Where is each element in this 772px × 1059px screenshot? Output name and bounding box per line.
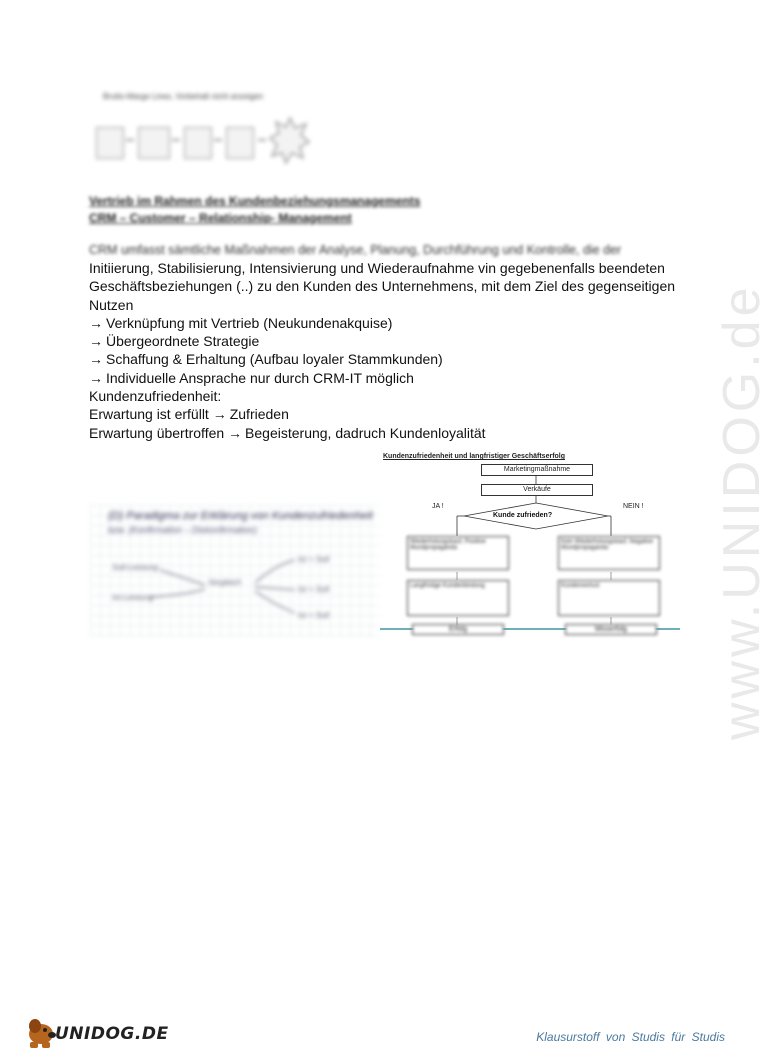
watermark: www.UNIDOG.de <box>713 283 771 740</box>
bullet-item <box>89 369 689 387</box>
bullet-text: Individuelle Ansprache nur durch CRM-IT möglich <box>106 369 414 386</box>
handwritten-arrows <box>90 505 380 637</box>
bullet-item <box>89 314 689 332</box>
bullet-text: Schaffung & Erhaltung (Aufbau loyaler Stammkunden) <box>106 351 443 368</box>
arrow-icon: → <box>212 406 227 423</box>
top-diagram-caption: Brutto-Marge Lines, Vorbehalt nicht anzeigen <box>103 92 264 101</box>
process-box <box>138 127 170 159</box>
handwritten-node: Soll-Leistung <box>112 563 159 572</box>
unidog-logo <box>25 1012 175 1050</box>
handwritten-node: Ist-Leistung <box>112 593 154 602</box>
handwritten-node: Vergleich <box>208 578 242 587</box>
result-text: Zufrieden <box>229 406 289 423</box>
handwritten-note <box>90 505 380 637</box>
handwritten-title: (D) Paradigma zur Erklärung von Kundenzufriedenheit <box>108 510 373 522</box>
footer-slogan: Klausurstoff von Studis für Studis <box>536 1030 725 1044</box>
starburst-shape <box>270 116 310 166</box>
flowchart-title: Kundenzufriedenheit und langfristiger Geschäftserfolg <box>383 453 566 460</box>
process-arrow <box>126 139 134 141</box>
body-line-2: Geschäftsbeziehungen (..) zu den Kunden des Unternehmens, mit dem Ziel des gegenseitigen <box>89 278 676 295</box>
flowchart-box-marketing: Marketingmaßnahme <box>481 464 593 476</box>
handwritten-node: Ist < Soll <box>298 611 329 620</box>
process-arrow <box>258 139 266 141</box>
result-text: Begeisterung, dadruch Kundenloyalität <box>245 424 486 441</box>
process-arrow <box>172 139 180 141</box>
satisfaction-flowchart <box>380 450 680 640</box>
flowchart-result-right: Misserfolg <box>565 624 657 635</box>
flowchart-box-sales: Verkäufe <box>481 484 593 496</box>
expectation-text: Erwartung ist erfüllt <box>89 406 209 423</box>
flowchart-no-label: NEIN ! <box>623 503 644 510</box>
arrow-icon: → <box>89 351 103 368</box>
arrow-icon: → <box>228 424 243 441</box>
flowchart-box-left-1: Wiederholungskauf, Positive Mundpropaganda <box>407 536 509 570</box>
body-text <box>89 259 689 442</box>
section-heading <box>89 193 420 227</box>
bullet-item <box>89 350 689 368</box>
blurred-body-line: CRM umfasst sämtliche Maßnahmen der Analyse, Planung, Durchführung und Kontrolle, die der <box>89 243 622 257</box>
bullet-text: Übergeordnete Strategie <box>106 333 260 350</box>
process-box <box>226 127 254 159</box>
arrow-icon: → <box>89 314 103 331</box>
handwritten-node: Ist > Soll <box>298 555 329 564</box>
flowchart-decision: Kunde zufrieden? <box>493 512 553 519</box>
heading-line-2: CRM – Customer – Relationship- Management <box>89 211 352 225</box>
satisfaction-line-1 <box>89 405 689 423</box>
process-box <box>96 127 124 159</box>
heading-line-1: Vertrieb im Rahmen des Kundenbeziehungsmanagements <box>89 194 421 208</box>
satisfaction-label: Kundenzufriedenheit: <box>89 388 222 405</box>
flowchart-result-left: Erfolg <box>412 624 504 635</box>
body-line-1: Initiierung, Stabilisierung, Intensivierung und Wiederaufnahme vin gegebenenfalls beendeten <box>89 260 665 276</box>
flowchart-yes-label: JA ! <box>432 503 444 510</box>
expectation-text: Erwartung übertroffen <box>89 424 225 441</box>
dog-mascot-icon <box>25 1012 59 1050</box>
process-arrow <box>214 139 222 141</box>
handwritten-subtitle: bzw. (Konfirmation – Diskonfirmation) <box>108 525 258 535</box>
flowchart-box-right-2: Kundenverlust <box>558 580 660 616</box>
arrow-icon: → <box>89 369 103 386</box>
flowchart-box-right-1: Kein Wiederholungskauf, Negative Mundpropaganda <box>558 536 660 570</box>
logo-text: UNIDOG.DE <box>55 1024 169 1044</box>
bullet-text: Verknüpfung mit Vertrieb (Neukundenakquise) <box>106 314 393 331</box>
handwritten-node: Ist = Soll <box>298 585 329 594</box>
body-line-3: Nutzen <box>89 296 134 313</box>
flowchart-box-left-2: Langfristige Kundenbindung <box>407 580 509 616</box>
process-box <box>184 127 212 159</box>
satisfaction-line-2 <box>89 424 689 442</box>
arrow-icon: → <box>89 333 103 350</box>
bullet-item <box>89 332 689 350</box>
